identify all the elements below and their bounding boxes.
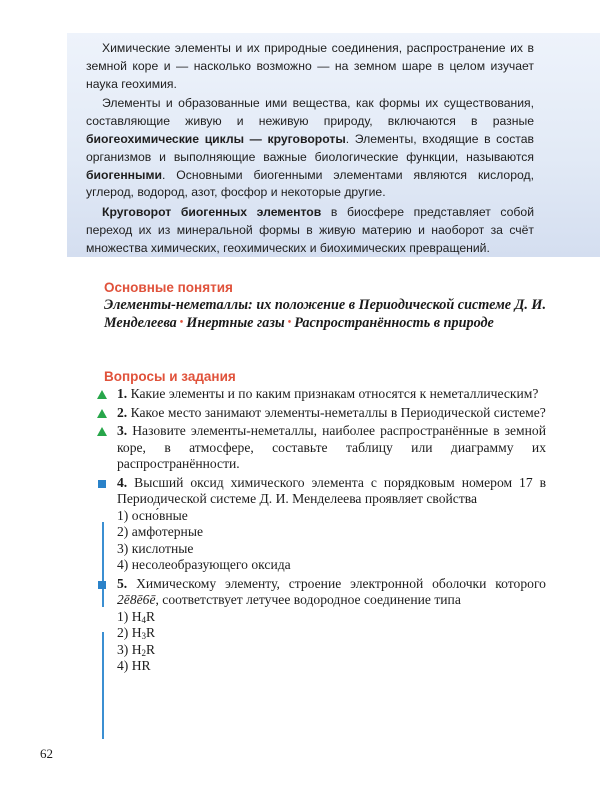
term-biogenic-cycle: Круговорот биогенных элементов: [102, 205, 322, 220]
test-square-icon: [98, 480, 106, 488]
concept-item-1: Элементы-неметаллы: их положение в Периодической системе Д. И. Менделеева: [104, 297, 547, 331]
answer-option: 4) HR: [117, 658, 151, 673]
electron-formula: 2ē8ē6ē: [117, 592, 156, 607]
answer-option: 2) $H_3R$: [117, 625, 156, 641]
question-4: 4. Высший оксид химического элемента с порядковым номером 17 в Периодической системе Д. И. Менделеева проявляет свойства 1) осно́вные 2) амфотерные 3) кислотные 4) несолеобразующего оксида: [117, 475, 546, 574]
page-number: 62: [40, 746, 53, 761]
concept-item-3: Распространённость в природе: [294, 315, 494, 331]
concepts-list: [104, 297, 546, 332]
difficulty-line: [102, 632, 104, 739]
question-1: 1. Какие элементы и по каким признакам относятся к неметаллическим?: [117, 386, 546, 403]
answer-option: 2) амфотерные: [117, 524, 203, 539]
answer-option: 3) $H_2R$: [117, 641, 156, 658]
summary-text: [86, 40, 534, 258]
concept-item-2: Инертные газы: [186, 315, 285, 331]
question-5: 5. Химическому элементу, строение электронной оболочки которого 2ē8ē6ē, соответствует летучее водородное соединение типа 1) $H_4R$ 2) $H_3R$ 3) $H_2R$ 4) HR: [117, 576, 546, 675]
difficulty-line: [102, 522, 104, 607]
concepts-title: Основные понятия: [104, 280, 233, 295]
answer-option: 1) осно́вные: [117, 507, 188, 523]
question-3: 3. Назовите элементы-неметаллы, наиболее распространённые в земной коре, в атмосфере, составьте таблицу или диаграмму их распространённости.: [117, 423, 546, 473]
term-biogenic: биогенными: [86, 167, 162, 182]
term-biogeochemical-cycles: биогеохимические циклы — круговороты: [86, 131, 346, 146]
answer-option: 1) $H_4R$: [117, 608, 156, 625]
basic-level-triangle-icon: [97, 409, 107, 418]
basic-level-triangle-icon: [97, 427, 107, 436]
questions-title: Вопросы и задания: [104, 369, 236, 384]
summary-paragraph-2: Элементы и образованные ими вещества, как формы их существования, составляющие живую и неживую природу, включаются в разные биогеохимические циклы — круговороты. Элементы, входящие в состав организмов и выполняющие важные биологические функции, называются биогенными. Основными биогенными элементами являются кислород, углерод, водород, азот, фосфор и некоторые другие.: [86, 96, 534, 200]
basic-level-triangle-icon: [97, 390, 107, 399]
question-2: 2. Какое место занимают элементы-неметаллы в Периодической системе?: [117, 405, 546, 422]
answer-option: 3) кислотные: [117, 540, 194, 556]
summary-paragraph-1: Химические элементы и их природные соединения, распространение их в земной коре и — насколько возможно — на земном шаре в целом изучает наука геохимия.: [86, 41, 534, 91]
concept-separator: •: [287, 317, 292, 328]
concept-separator: •: [179, 317, 184, 328]
summary-paragraph-3: Круговорот биогенных элементов в биосфере представляет собой переход их из минеральной формы в живую материю и наоборот за счёт множества химических, геохимических и биохимических превращений.: [86, 205, 535, 255]
questions-list: [117, 386, 546, 677]
test-square-icon: [98, 581, 106, 589]
answer-option: 4) несолеобразующего оксида: [117, 557, 291, 572]
